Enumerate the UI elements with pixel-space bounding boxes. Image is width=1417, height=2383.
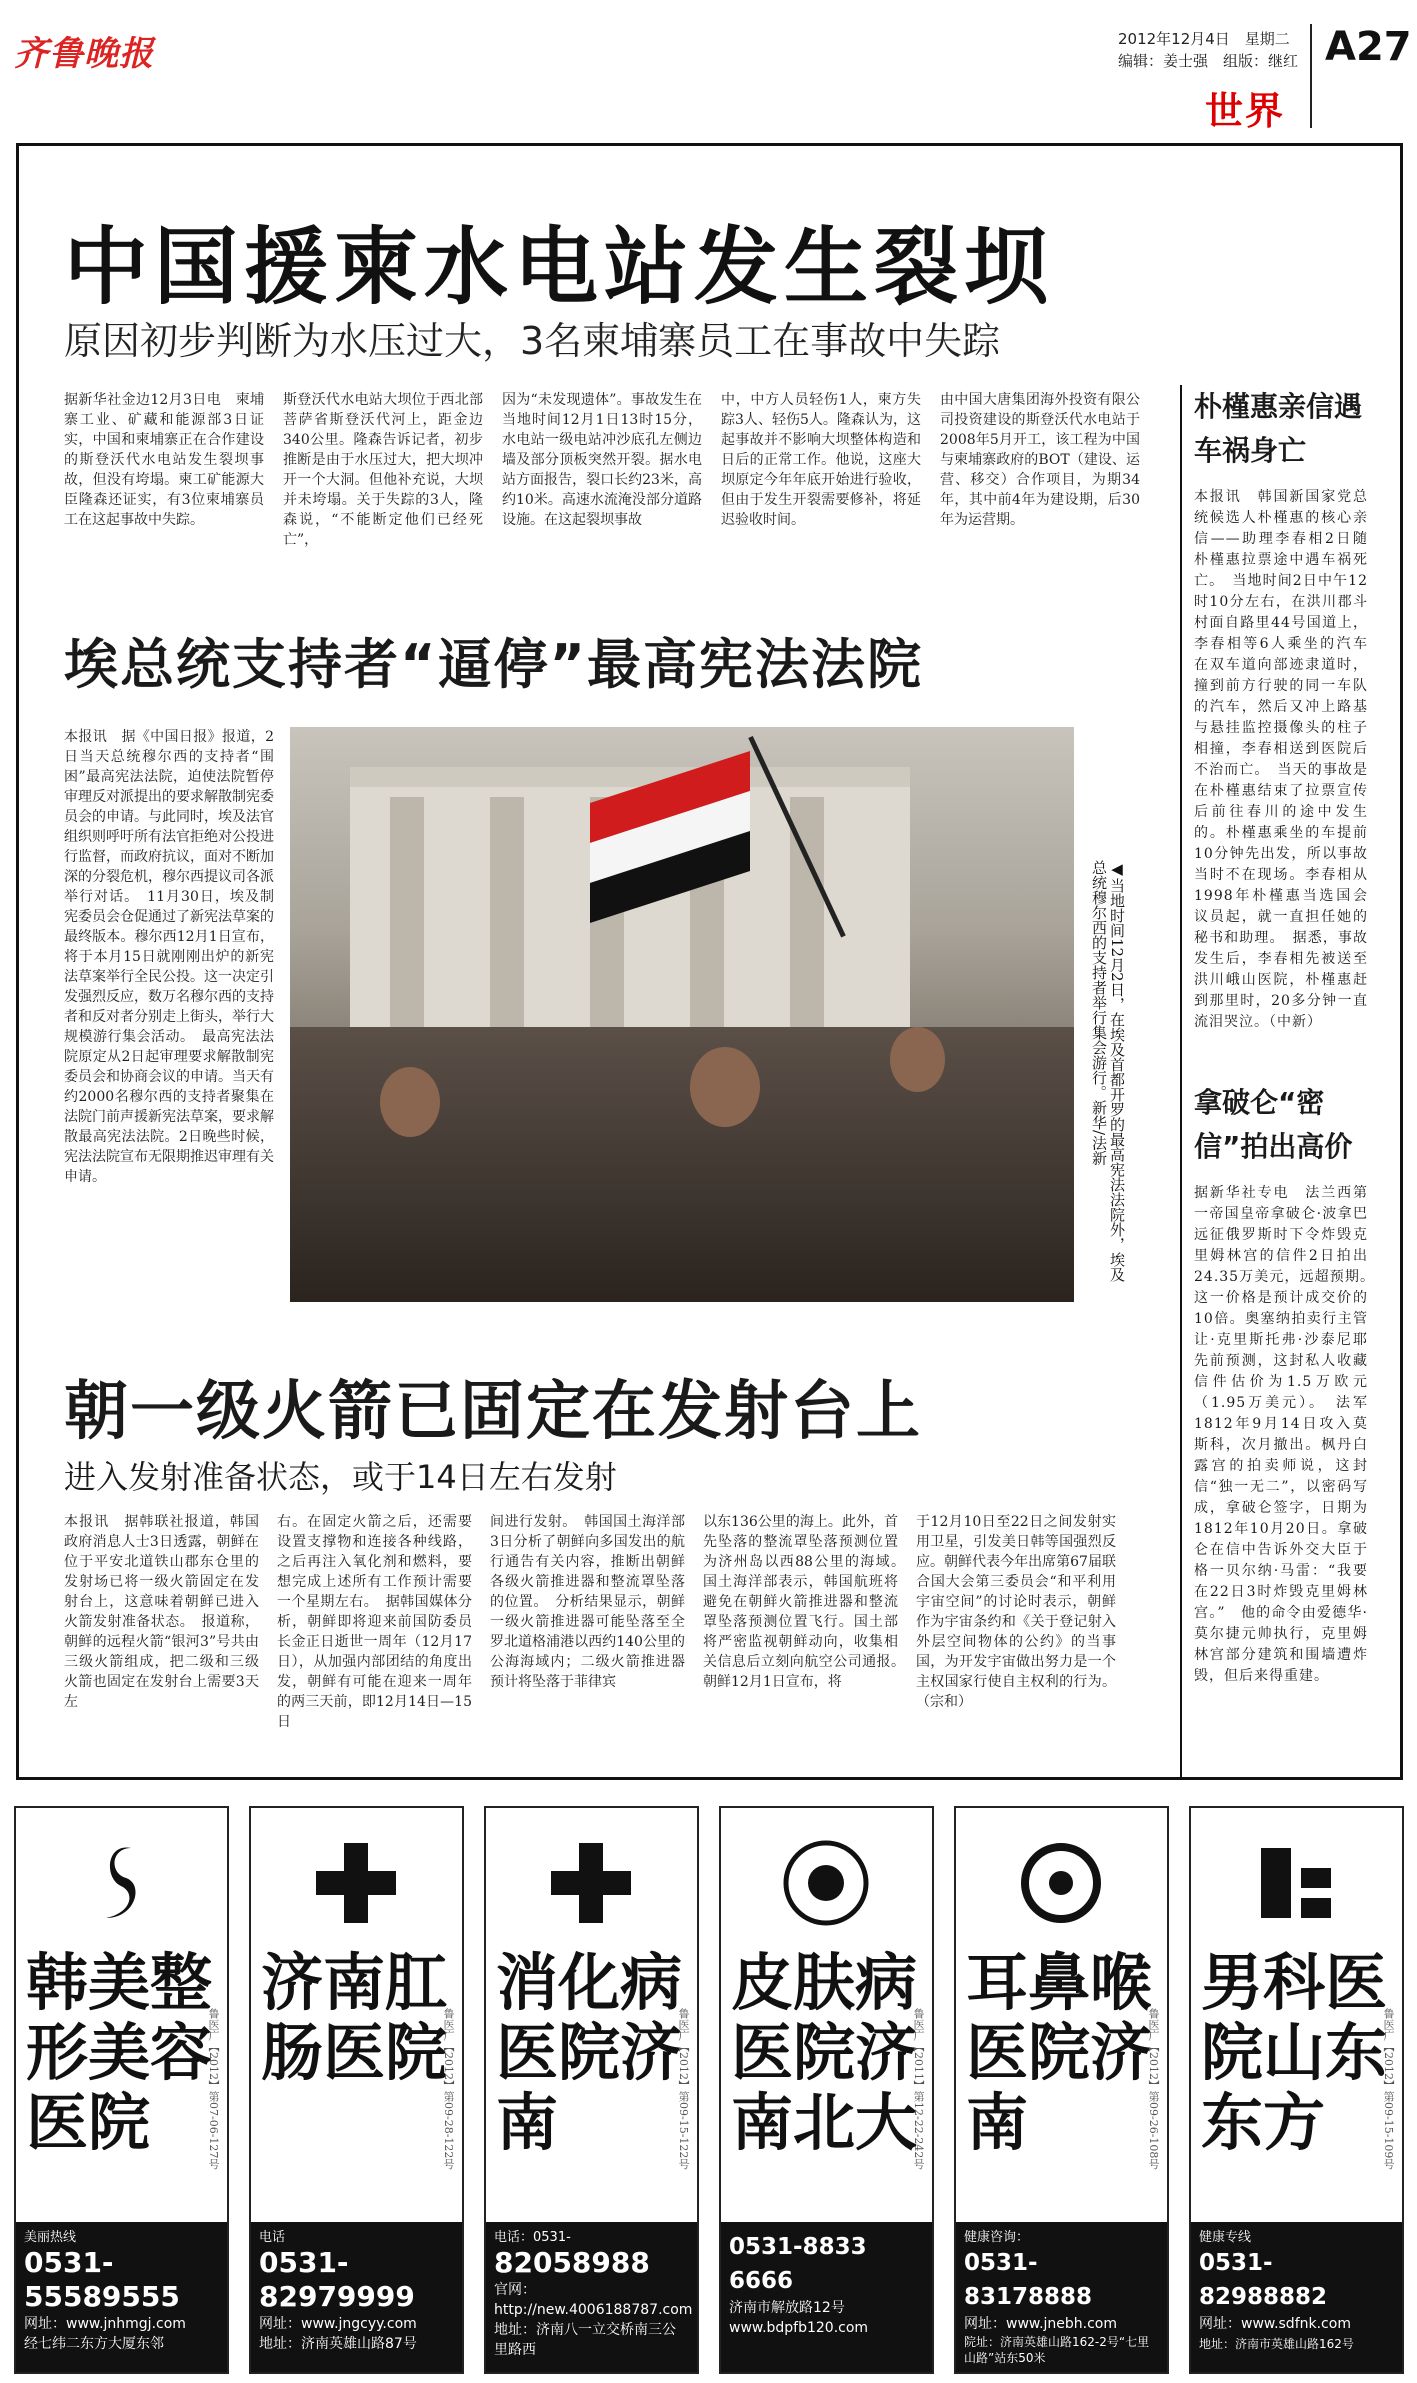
ad-licence: 鲁医广【2012】第09-26-108号	[1147, 2008, 1160, 2170]
story2-headline: 埃总统支持者“逼停”最高宪法法院	[64, 633, 923, 696]
ad-hanmei[interactable]	[14, 1806, 229, 2374]
story1-col-1: 据新华社金边12月3日电 柬埔寨工业、矿藏和能源部3日证实，中国和柬埔寨正在合作建设的斯登沃代水电站发生裂坝事故，但没有垮塌。柬工矿能源大臣隆森还证实，有3位柬埔寨员工在这起事故中失踪。	[64, 392, 264, 528]
ad-phone[interactable]: 82058988	[494, 2246, 650, 2279]
ad-gangchang[interactable]	[249, 1806, 464, 2374]
ad-url[interactable]: 网址：www.jnhmgj.com	[24, 2316, 186, 2332]
ad-row	[14, 1806, 1405, 2374]
header-divider	[1310, 24, 1312, 128]
section-title: 世界	[1205, 89, 1286, 133]
ad-licence: 鲁医广【2012】第09-15-109号	[1382, 2008, 1395, 2170]
hospital-logo-icon	[1251, 1838, 1341, 1928]
ad-url[interactable]: www.bdpfb120.com	[729, 2320, 869, 2336]
issue-date: 2012年12月4日 星期二	[1118, 30, 1290, 48]
editor-credit: 编辑：姜士强 组版：继红	[1118, 52, 1299, 70]
ad-hotline-label: 电话	[259, 2230, 286, 2245]
protester	[380, 1067, 440, 1137]
story1-col-3: 因为“未发现遗体”。事故发生在当地时间12月1日13时15分，水电站一级电站冲沙底孔左侧边墙及部分顶板突然开裂。据水电站方面报告，裂口长约23米，高约10米。高速水流淹没部分道路设施。在这起裂坝事故	[502, 392, 702, 528]
ad-xiaohua[interactable]	[484, 1806, 699, 2374]
photo-caption: ◀当地时间12月2日，在埃及首都开罗的最高宪法法院外，埃及总统穆尔西的支持者举行集会游行。新华/法新	[1090, 860, 1126, 1282]
ad-licence: 鲁医广【2012】第07-06-127号	[207, 2008, 220, 2170]
ad-title: 消化病医院济南	[496, 1946, 683, 2159]
ad-hotline-label: 健康专线	[1199, 2230, 1252, 2245]
story2-body: 本报讯 据《中国日报》报道，2日当天总统穆尔西的支持者“围困”最高宪法法院，迫使法院暂停审理反对派提出的要求解散制宪委员会的申请。与此同时，埃及法官组织则呼吁所有法官拒绝对公投进行监督，而政府抗议，面对不断加深的分裂危机，穆尔西提议司各派举行对话。 11月30日，埃及制宪委员会仓促通过了新宪法草案的最终版本。穆尔西12月1日宣布，将于本月15日就刚刚出炉的新宪法草案举行全民公投。这一决定引发强烈反应，数万名穆尔西的支持者和反对者分别走上街头，举行大规模游行集会活动。 最高宪法法院原定从2日起审理要求解散制宪委员会和协商会议的申请。当天有约2000名穆尔西的支持者聚集在法院门前声援新宪法草案，要求解散最高宪法法院。2日晚些时候，宪法法院宣布无限期推迟审理有关申请。	[64, 729, 274, 1185]
ad-pifu[interactable]	[719, 1806, 934, 2374]
ad-nanke[interactable]	[1189, 1806, 1404, 2374]
page-number: A27	[1325, 24, 1412, 70]
ad-phone[interactable]: 0531-82988882	[1199, 2250, 1328, 2310]
protest-photo	[290, 727, 1074, 1302]
ad-hotline-label: 美丽热线	[24, 2230, 77, 2245]
hospital-cross-icon	[546, 1838, 636, 1928]
ad-licence: 鲁医广【2012】第09-28-122号	[442, 2008, 455, 2170]
ad-title: 济南肛肠医院	[261, 1946, 448, 2089]
sidebar-headline-1: 朴槿惠亲信遇车祸身亡	[1194, 390, 1363, 467]
ad-address: 经七纬二东方大厦东邻	[24, 2336, 164, 2352]
ad-licence: 鲁医广【2011】第12-22-242号	[912, 2008, 925, 2170]
swan-icon	[76, 1838, 166, 1928]
pillar	[490, 797, 524, 1027]
ad-title: 耳鼻喉医院济南	[966, 1946, 1153, 2159]
ad-url[interactable]: 官网：http://new.4006188787.com	[494, 2282, 693, 2318]
story1-col-2: 斯登沃代水电站大坝位于西北部菩萨省斯登沃代河上，距金边340公里。隆森告诉记者，初步推断是由于水压过大，把大坝冲开一个大洞。但他补充说，大坝并未垮塌。关于失踪的3人，隆森说，“不能断定他们已经死亡”，	[283, 392, 483, 548]
ad-erbihou[interactable]	[954, 1806, 1169, 2374]
story3-col-3: 间进行发射。 韩国国土海洋部3日分析了朝鲜向多国发出的航行通告有关内容，推断出朝鲜各级火箭推进器和整流罩坠落的位置。 分析结果显示，朝鲜一级火箭推进器可能坠落至全罗北道格浦港以西约140公里的公海海域内；二级火箭推进器预计将坠落于菲律宾	[490, 1514, 685, 1690]
hospital-cross-icon	[311, 1838, 401, 1928]
ad-hotline-label: 电话：0531-	[494, 2230, 571, 2245]
story1-col-5: 由中国大唐集团海外投资有限公司投资建设的斯登沃代水电站于2008年5月开工，该工程为中国与柬埔寨政府的BOT（建设、运营、移交）合作项目，为期34年，其中前4年为建设期，后30年为运营期。	[940, 392, 1140, 528]
hospital-emblem-icon	[1016, 1838, 1106, 1928]
sidebar-text-1: 本报讯 韩国新国家党总统候选人朴槿惠的核心亲信——助理李春相2日随朴槿惠拉票途中遇车祸死亡。 当地时间2日中午12时10分左右，在洪川郡斗村面自路里44号国道上，李春相等6人乘坐的汽车在双车道向部迹隶道时，撞到前方行驶的同一车队的汽车，然后又冲上路基与悬挂监控摄像头的柱子相撞，李春相送到医院后不治而亡。 当天的事故是在朴槿惠结束了拉票宣传后前往春川的途中发生的。朴槿惠乘坐的车提前10分钟先出发，所以事故当时不在现场。李春相从1998年朴槿惠当选国会议员起，就一直担任她的秘书和助理。 据悉，事故发生后，李春相先被送至洪川峨山医院，朴槿惠赶到那里时，20多分钟一直流泪哭泣。（中新）	[1194, 489, 1368, 1030]
protester	[690, 1047, 760, 1127]
pillar	[390, 797, 424, 1027]
ad-phone[interactable]: 0531-82979999	[259, 2246, 415, 2313]
story3-col-5: 于12月10日至22日之间发射实用卫星，引发美日韩等国强烈反应。朝鲜代表今年出席第67届联合国大会第三委员会“和平利用宇宙空间”的讨论时表示，朝鲜作为宇宙条约和《关于登记射入外层空间物体的公约》的当事国，为开发宇宙做出努力是一个主权国家行使自主权利的行为。（宗和）	[916, 1514, 1116, 1710]
newspaper-logo: 齐鲁晚报	[14, 34, 154, 74]
story3-col-1: 本报讯 据韩联社报道，韩国政府消息人士3日透露，朝鲜在位于平安北道铁山郡东仓里的发射场已将一级火箭固定在发射台上，这意味着朝鲜已进入火箭发射准备状态。 报道称，朝鲜的远程火箭“银河3”号共由三级火箭组成，把二级和三级火箭也固定在发射台上需要3天左	[64, 1514, 259, 1710]
hospital-emblem-icon	[781, 1838, 871, 1928]
sidebar-headline-2: 拿破仑“密信”拍出高价	[1194, 1086, 1353, 1163]
ad-phone[interactable]: 0531-8833 6666	[729, 2234, 867, 2294]
ad-licence: 鲁医广【2012】第09-15-122号	[677, 2008, 690, 2170]
ad-title: 皮肤病医院济南北大	[731, 1946, 918, 2159]
story1-col-4: 中，中方人员轻伤1人，柬方失踪3人、轻伤5人。隆森认为，这起事故并不影响大坝整体构造和日后的正常工作。他说，这座大坝原定今年年底开始进行验收，但由于发生开裂需要修补，将延迟验收时间。	[721, 392, 921, 528]
story3-headline: 朝一级火箭已固定在发射台上	[64, 1375, 922, 1449]
ad-phone[interactable]: 0531-55589555	[24, 2246, 180, 2313]
sidebar	[1180, 385, 1383, 1780]
story1-headline: 中国援柬水电站发生裂坝	[64, 218, 1055, 316]
ad-url[interactable]: 网址：www.sdfnk.com	[1199, 2316, 1351, 2332]
ad-address: 地址：济南市英雄山路162号	[1199, 2337, 1354, 2351]
sidebar-text-2: 据新华社专电 法兰西第一帝国皇帝拿破仑·波拿巴远征俄罗斯时下令炸毁克里姆林宫的信件2日拍出24.35万美元，远超预期。 这一价格是预计成交价的10倍。奥塞纳拍卖行主管让·克里斯托弗·沙泰尼耶先前预测，这封私人收藏信件估价为1.5万欧元（1.95万美元）。 法军1812年9月14日攻入莫斯科，次月撤出。枫丹白露宫的拍卖师说，这封信“独一无二”，以密码写成，拿破仑签字，日期为1812年10月20日。拿破仑在信中告诉外交大臣于格一贝尔纳·马雷：“我要在22日3时炸毁克里姆林宫。” 他的命令由爱德华·莫尔捷元帅执行，克里姆林宫部分建筑和围墙遭炸毁，但后来得重建。	[1194, 1185, 1383, 1684]
ad-address: 地址：济南英雄山路87号	[259, 2336, 417, 2352]
ad-url[interactable]: 网址：www.jnebh.com	[964, 2316, 1118, 2332]
ad-title: 男科医院山东东方	[1201, 1946, 1388, 2159]
ad-hotline-label: 健康咨询：	[964, 2230, 1030, 2245]
story3-col-2: 右。在固定火箭之后，还需要设置支撑物和连接各种线路，之后再注入氧化剂和燃料，要想完成上述所有工作预计需要一个星期左右。 据韩国媒体分析，朝鲜即将迎来前国防委员长金正日逝世一周年（12月17日），从加强内部团结的角度出发，朝鲜有可能在迎来一周年的两三天前，即12月14日—15日	[277, 1514, 472, 1730]
ad-address: 地址：济南八一立交桥南三公里路西	[494, 2322, 676, 2358]
story1-subhead: 原因初步判断为水压过大，3名柬埔寨员工在事故中失踪	[64, 319, 1001, 363]
ad-address: 院址：济南英雄山路162-2号“七里山路”站东50米	[964, 2335, 1150, 2365]
ad-title: 韩美整形美容医院	[26, 1946, 213, 2159]
story3-col-4: 以东136公里的海上。此外，首先坠落的整流罩坠落预测位置为济州岛以西88公里的海域。 国土海洋部表示，韩国航班将避免在朝鲜火箭推进器和整流罩坠落预测位置飞行。国土部将严密监视朝鲜动向，收集相关信息后立刻向航空公司通报。 朝鲜12月1日宣布，将	[703, 1514, 912, 1690]
protester	[890, 1027, 945, 1092]
ad-address: 济南市解放路12号	[729, 2300, 845, 2316]
story3-subhead: 进入发射准备状态，或于14日左右发射	[64, 1458, 617, 1496]
ad-phone[interactable]: 0531-83178888	[964, 2250, 1093, 2310]
ad-url[interactable]: 网址：www.jngcyy.com	[259, 2316, 417, 2332]
